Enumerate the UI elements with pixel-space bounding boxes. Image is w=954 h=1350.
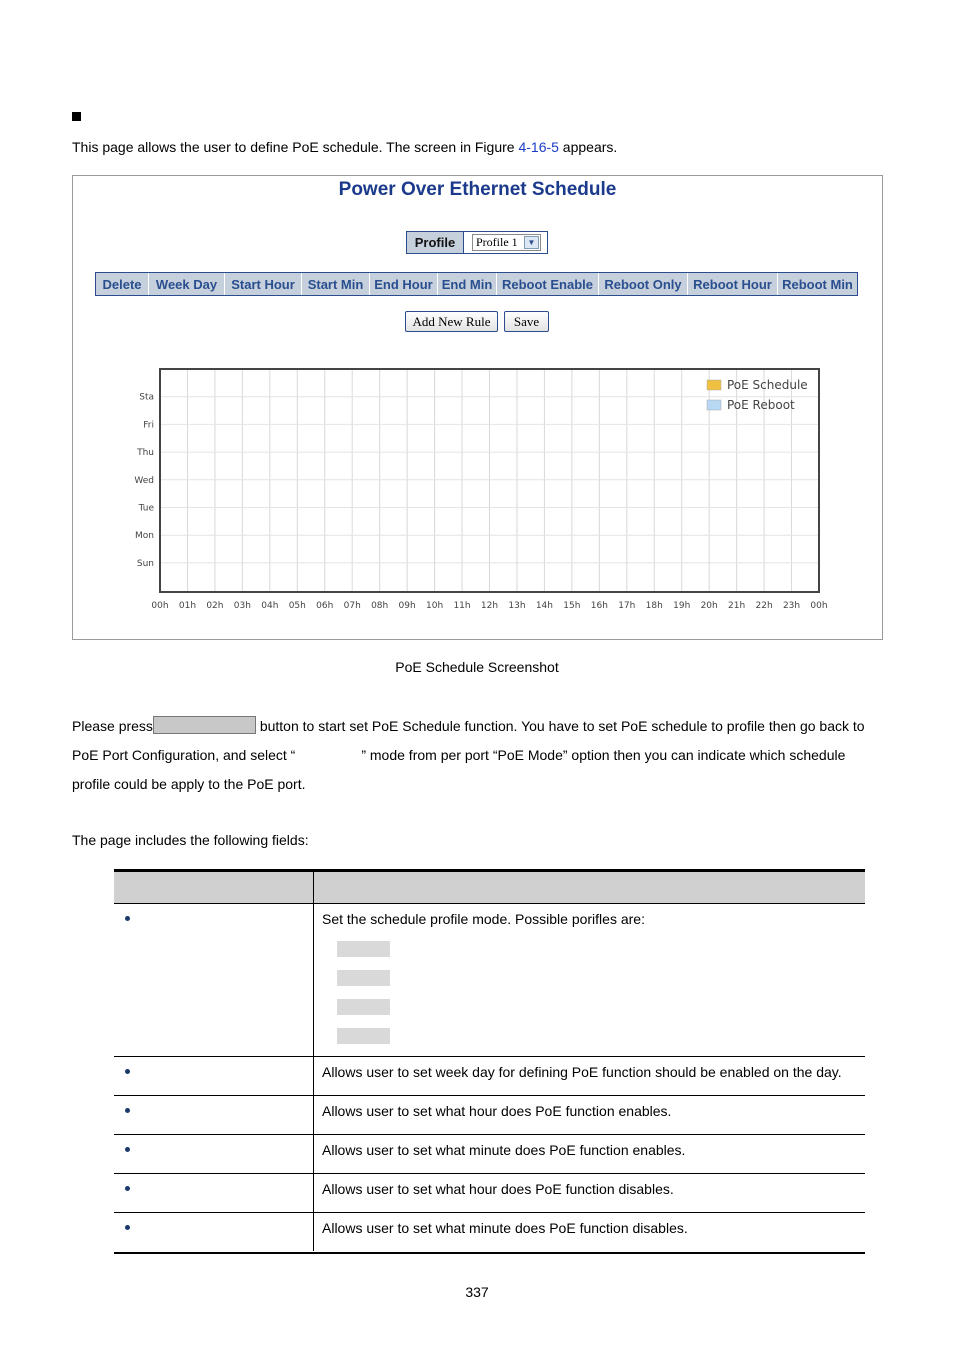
table-row-description bbox=[314, 904, 865, 1056]
fields-table bbox=[114, 869, 865, 1254]
x-tick-label: 21h bbox=[728, 601, 746, 611]
intro-text bbox=[72, 139, 617, 155]
legend-swatch bbox=[707, 400, 721, 410]
table-row-object bbox=[114, 1057, 314, 1095]
x-tick-label: 04h bbox=[261, 601, 279, 611]
table-header-object bbox=[114, 872, 314, 903]
x-tick-label: 15h bbox=[563, 601, 581, 611]
fields-intro: The page includes the following fields: bbox=[72, 832, 309, 848]
x-tick-label: 14h bbox=[535, 601, 553, 611]
screenshot-title: Power Over Ethernet Schedule bbox=[338, 179, 617, 200]
table-row bbox=[114, 1096, 865, 1135]
x-tick-label: 18h bbox=[645, 601, 663, 611]
profile-option-chip bbox=[337, 941, 390, 957]
table-row-description: Allows user to set what minute does PoE function enables. bbox=[322, 1142, 686, 1158]
chevron-down-icon[interactable]: ▼ bbox=[524, 236, 539, 249]
col-reboot-enable: Reboot Enable bbox=[497, 273, 599, 295]
profile-select-value: Profile 1 bbox=[476, 235, 518, 249]
legend-label: PoE Schedule bbox=[727, 378, 808, 392]
table-bottom-rule bbox=[114, 1252, 865, 1254]
figure-caption: PoE Schedule Screenshot bbox=[395, 659, 559, 675]
save-button[interactable]: Save bbox=[504, 311, 549, 332]
rule-table-header bbox=[95, 272, 858, 296]
profile-label: Profile bbox=[407, 232, 464, 253]
x-tick-label: 02h bbox=[206, 601, 224, 611]
page-number: 337 bbox=[465, 1284, 489, 1300]
x-tick-label: 09h bbox=[398, 601, 416, 611]
x-tick-label: 22h bbox=[755, 601, 773, 611]
x-tick-label: 13h bbox=[508, 601, 526, 611]
table-header bbox=[114, 871, 865, 904]
x-tick-label: 03h bbox=[233, 601, 251, 611]
col-reboot-hour: Reboot Hour bbox=[688, 273, 778, 295]
table-row-object bbox=[114, 1135, 314, 1173]
col-end-hour: End Hour bbox=[370, 273, 438, 295]
profile-option-chip bbox=[337, 970, 390, 986]
x-tick-label: 17h bbox=[618, 601, 636, 611]
table-row-description: Allows user to set week day for defining PoE function should be enabled on the day. bbox=[322, 1064, 842, 1080]
y-tick-label: Wed bbox=[134, 475, 154, 486]
table-row-object bbox=[114, 1213, 314, 1251]
x-tick-label: 05h bbox=[288, 601, 306, 611]
intro-text-after: appears. bbox=[558, 139, 618, 155]
x-tick-label: 20h bbox=[700, 601, 718, 611]
bullet-icon bbox=[125, 916, 130, 921]
table-row-object bbox=[114, 1096, 314, 1134]
para-part-1: Please press bbox=[72, 718, 153, 734]
y-tick-label: Fri bbox=[143, 420, 154, 431]
table-row-description: Allows user to set what hour does PoE function enables. bbox=[322, 1103, 672, 1119]
col-reboot-min: Reboot Min bbox=[782, 276, 853, 292]
table-header-description bbox=[314, 872, 865, 903]
profile-option-chip bbox=[337, 1028, 390, 1044]
y-tick-label: Mon bbox=[135, 531, 154, 542]
x-tick-label: 10h bbox=[426, 601, 444, 611]
y-tick-label: Sta bbox=[139, 392, 154, 403]
y-tick-label: Thu bbox=[137, 448, 154, 459]
y-tick-label: Tue bbox=[138, 503, 154, 514]
table-row bbox=[114, 1057, 865, 1096]
x-tick-label: 11h bbox=[453, 601, 471, 611]
bullet-icon bbox=[125, 1069, 130, 1074]
col-start-min: Start Min bbox=[302, 273, 370, 295]
table-row bbox=[114, 1213, 865, 1251]
x-tick-label: 23h bbox=[782, 601, 801, 611]
table-row bbox=[114, 904, 865, 1057]
add-new-rule-button-image bbox=[153, 716, 256, 734]
profile-option-chip bbox=[337, 999, 390, 1015]
add-new-rule-button[interactable]: Add New Rule bbox=[405, 311, 498, 332]
figure-link[interactable]: 4-16-5 bbox=[518, 139, 559, 155]
x-tick-label: 12h bbox=[480, 601, 499, 611]
x-tick-label: 16h bbox=[590, 601, 608, 611]
col-reboot-only: Reboot Only bbox=[599, 273, 688, 295]
legend-label: PoE Reboot bbox=[727, 398, 795, 412]
col-start-hour: Start Hour bbox=[225, 273, 302, 295]
col-delete: Delete bbox=[96, 273, 149, 295]
row-0-desc: Set the schedule profile mode. Possible porifles are: bbox=[322, 911, 645, 927]
table-row-description: Allows user to set what minute does PoE function disables. bbox=[322, 1220, 688, 1236]
table-row bbox=[114, 1135, 865, 1174]
intro-text-before: This page allows the user to define PoE schedule. The screen in Figure bbox=[72, 139, 519, 155]
x-tick-label: 00h bbox=[151, 601, 169, 611]
x-tick-label: 08h bbox=[371, 601, 389, 611]
col-end-min: End Min bbox=[438, 273, 497, 295]
table-row-object bbox=[114, 1174, 314, 1212]
legend-swatch bbox=[707, 380, 721, 390]
table-row bbox=[114, 1174, 865, 1213]
para-part-2: button to start set PoE Schedule function. You have to set PoE schedule to profile then go back to PoE Port Configuration, and select “ bbox=[72, 718, 865, 763]
table-row-object bbox=[114, 904, 314, 1056]
profile-selector-bar bbox=[406, 231, 548, 254]
para-part-3: ” mode from per port “PoE Mode” option then you can indicate which schedule profile could be apply to the PoE port. bbox=[72, 747, 846, 792]
x-tick-label: 06h bbox=[316, 601, 334, 611]
x-tick-label: 01h bbox=[178, 601, 197, 611]
bullet-icon bbox=[125, 1225, 130, 1230]
schedule-chart bbox=[73, 361, 882, 611]
x-tick-label: 07h bbox=[343, 601, 361, 611]
y-tick-label: Sun bbox=[136, 558, 154, 569]
x-tick-label: 19h bbox=[673, 601, 691, 611]
instruction-paragraph bbox=[72, 712, 887, 799]
bullet-icon bbox=[125, 1108, 130, 1113]
poe-schedule-screenshot bbox=[72, 175, 883, 640]
section-bullet bbox=[72, 112, 81, 121]
x-tick-label: 00h bbox=[810, 601, 828, 611]
profile-select[interactable] bbox=[472, 234, 541, 251]
bullet-icon bbox=[125, 1186, 130, 1191]
table-row-description: Allows user to set what hour does PoE function disables. bbox=[322, 1181, 674, 1197]
col-week-day: Week Day bbox=[149, 273, 225, 295]
bullet-icon bbox=[125, 1147, 130, 1152]
